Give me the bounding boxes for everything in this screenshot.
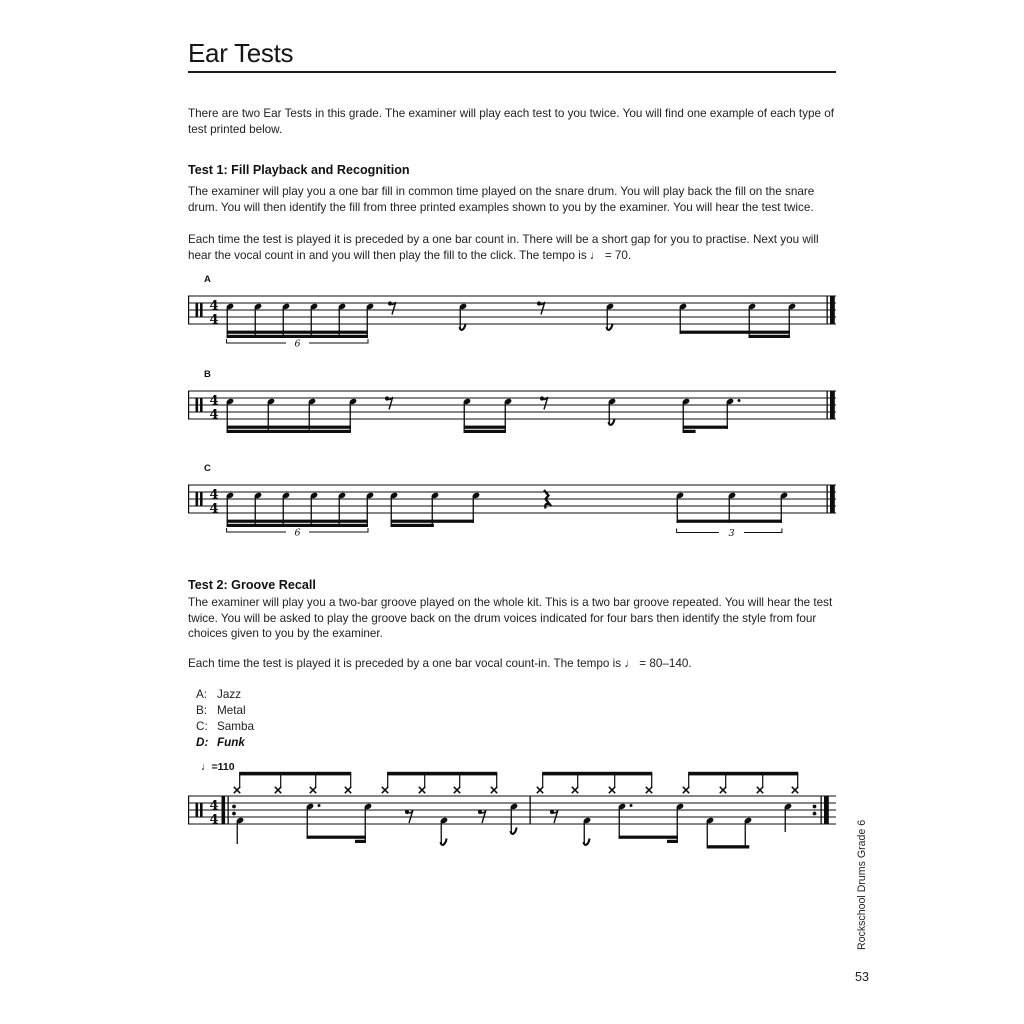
time-signature: [209, 488, 218, 517]
hihat-line-bar2: [537, 772, 799, 793]
page-number: 53: [855, 970, 870, 984]
stave-a-label: A: [204, 274, 211, 285]
beamed-group: [390, 492, 481, 527]
svg-text:4: 4: [209, 312, 219, 328]
final-barline: [827, 485, 835, 513]
option-key: D:: [196, 735, 209, 749]
stave-b-label: B: [204, 369, 211, 380]
time-signature: [209, 299, 218, 328]
option-metal: [196, 703, 254, 719]
option-samba: [196, 719, 254, 735]
option-label: Funk: [217, 735, 245, 749]
svg-text:4: 4: [209, 798, 219, 814]
title-rule: [188, 71, 836, 73]
test2-heading: Test 2: Groove Recall: [188, 578, 316, 592]
staff-lines: [188, 296, 836, 324]
test1-heading: Test 1: Fill Playback and Recognition: [188, 163, 410, 177]
sixteenth-group: [226, 398, 358, 433]
option-label: Metal: [217, 703, 246, 717]
svg-text:4: 4: [209, 487, 219, 503]
stave-c-notation: [188, 475, 840, 541]
start-barline: [188, 796, 189, 824]
test2-paragraph-1: The examiner will play you a two-bar groove played on the whole kit. This is a two bar groove repeated. You will hear the test twice. You will be asked to play the groove back on the drum voices indicated for four bars then identify the style from four choices given to you by the examiner.: [188, 596, 833, 641]
option-label: Samba: [217, 719, 255, 733]
staff-lines: [188, 796, 836, 824]
eighth-rest: [537, 301, 545, 314]
dotted-pair-group: [682, 398, 741, 433]
eighth-note: [606, 303, 615, 330]
svg-text:4: 4: [209, 298, 219, 314]
staff-lines: [188, 391, 836, 419]
final-barline: [827, 391, 835, 419]
test1-paragraph-2: Each time the test is played it is preceded by a one bar count in. There will be a short gap for you to practise. Next you will hear the vocal count in and you will then play the fill to the click. The tempo is ♩ = 70.: [188, 233, 819, 262]
option-key: A:: [196, 688, 208, 701]
eighth-rest: [540, 396, 548, 409]
start-barline: [188, 391, 189, 419]
svg-text:4: 4: [209, 407, 219, 423]
tuplet-number: 3: [728, 528, 735, 539]
test1-paragraph-1: The examiner will play you a one bar fill in common time played on the snare drum. You will play back the fill on the snare drum. You will then identify the fill from three printed examples shown to you by the examiner. You will hear the test twice.: [188, 185, 815, 214]
svg-text:4: 4: [209, 501, 219, 517]
final-barline: [827, 296, 835, 324]
eighth-note: [459, 303, 468, 330]
svg-text:4: 4: [209, 393, 219, 409]
test2-paragraph-2: Each time the test is played it is preceded by a one bar vocal count-in. The tempo is ♩ = 80–140.: [188, 657, 692, 670]
eighth-rest: [388, 301, 396, 314]
page-title: Ear Tests: [188, 38, 294, 68]
middle-barline: [530, 796, 531, 824]
tuplet-number: 6: [294, 527, 301, 539]
tuplet-number: 6: [294, 338, 301, 350]
intro-paragraph: There are two Ear Tests in this grade. The examiner will play each test to you twice. You will find one example of each type of test printed below.: [188, 107, 834, 136]
beamed-group: [679, 303, 797, 338]
side-book-label: Rockschool Drums Grade 6: [856, 819, 868, 950]
eighth-rest: [385, 396, 393, 409]
stave-b-notation: [188, 381, 840, 447]
start-barline: [188, 485, 189, 513]
option-jazz: [196, 687, 254, 703]
tempo-marking: ♩=110: [201, 761, 235, 773]
stave-a-notation: [188, 286, 840, 352]
start-barline: [188, 296, 189, 324]
option-label: Jazz: [217, 688, 242, 701]
option-key: C:: [196, 719, 208, 733]
staff-lines: [188, 485, 836, 513]
hihat-line-bar1: [234, 772, 498, 793]
groove-notation: [188, 760, 840, 854]
time-signature: [209, 799, 218, 828]
sixteenth-pair: [463, 398, 513, 433]
option-key: B:: [196, 703, 208, 717]
svg-text:4: 4: [209, 812, 219, 828]
eighth-note: [608, 398, 617, 425]
stave-c-label: C: [204, 463, 211, 474]
option-funk-answer: [196, 735, 254, 751]
time-signature: [209, 394, 218, 423]
style-options-list: [196, 687, 254, 751]
